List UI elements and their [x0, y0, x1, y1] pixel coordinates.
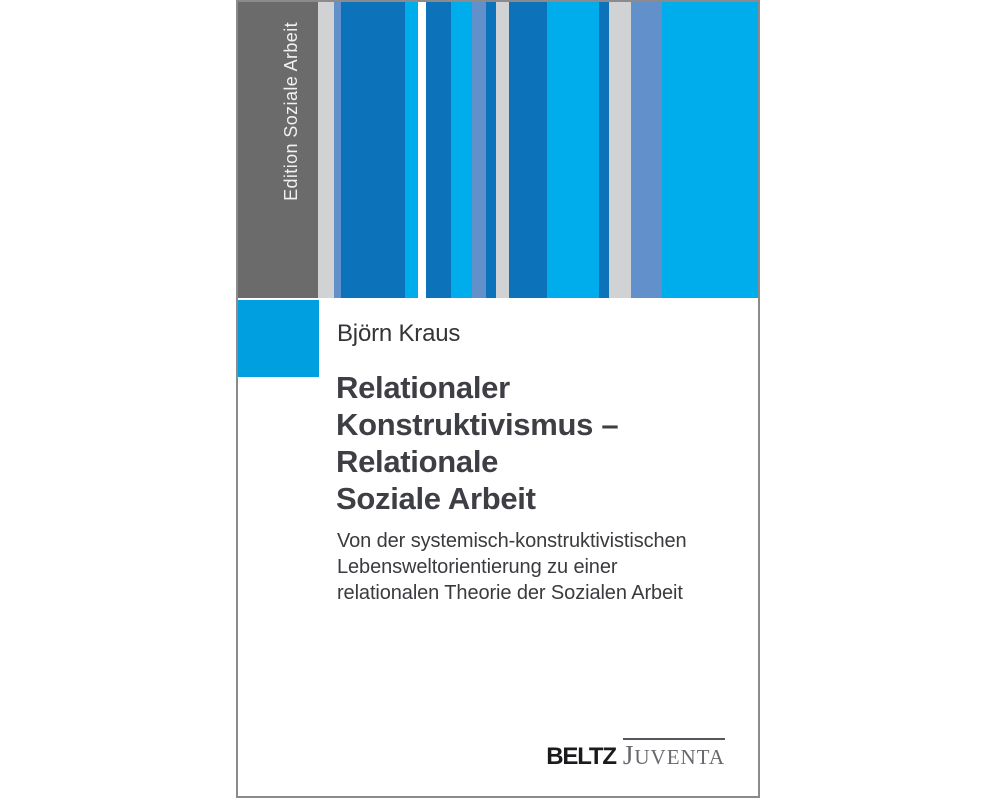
- band-stripe: [609, 2, 631, 298]
- accent-square: [238, 300, 319, 377]
- band-stripe: [486, 2, 496, 298]
- subtitle-line: relationalen Theorie der Sozialen Arbeit: [337, 582, 683, 604]
- subtitle-line: Lebensweltorientierung zu einer: [337, 556, 618, 578]
- publisher-juventa-wordmark: [623, 738, 725, 769]
- stripe-pattern: [318, 2, 758, 298]
- band-stripe: [547, 2, 599, 298]
- subtitle-line: Von der systemisch-konstruktivistischen: [337, 530, 687, 552]
- band-stripe: [599, 2, 609, 298]
- series-bar: [238, 2, 318, 298]
- author-name: Björn Kraus: [337, 320, 461, 347]
- book-title: [336, 369, 618, 517]
- title-line: Relationale: [336, 444, 499, 479]
- publisher-logo: [546, 738, 725, 771]
- cover-top-band: [238, 2, 758, 298]
- band-stripe: [418, 2, 427, 298]
- band-stripe: [405, 2, 418, 298]
- band-stripe: [426, 2, 451, 298]
- juventa-rest-letters: UVENTA: [634, 745, 725, 769]
- publisher-beltz-wordmark: BELTZ: [546, 743, 616, 770]
- band-stripe: [509, 2, 547, 298]
- band-stripe: [496, 2, 509, 298]
- book-cover: [236, 0, 760, 798]
- band-stripe: [631, 2, 663, 298]
- title-line: Konstruktivismus –: [336, 407, 619, 442]
- book-subtitle: [337, 528, 687, 606]
- band-stripe: [334, 2, 341, 298]
- series-label: Edition Soziale Arbeit: [281, 22, 301, 201]
- band-stripe: [472, 2, 486, 298]
- title-line: Relationaler: [336, 370, 510, 405]
- juventa-initial-letter: J: [622, 740, 635, 770]
- band-stripe: [318, 2, 334, 298]
- band-stripe: [451, 2, 472, 298]
- band-stripe: [341, 2, 405, 298]
- title-line: Soziale Arbeit: [336, 481, 536, 516]
- band-stripe: [662, 2, 758, 298]
